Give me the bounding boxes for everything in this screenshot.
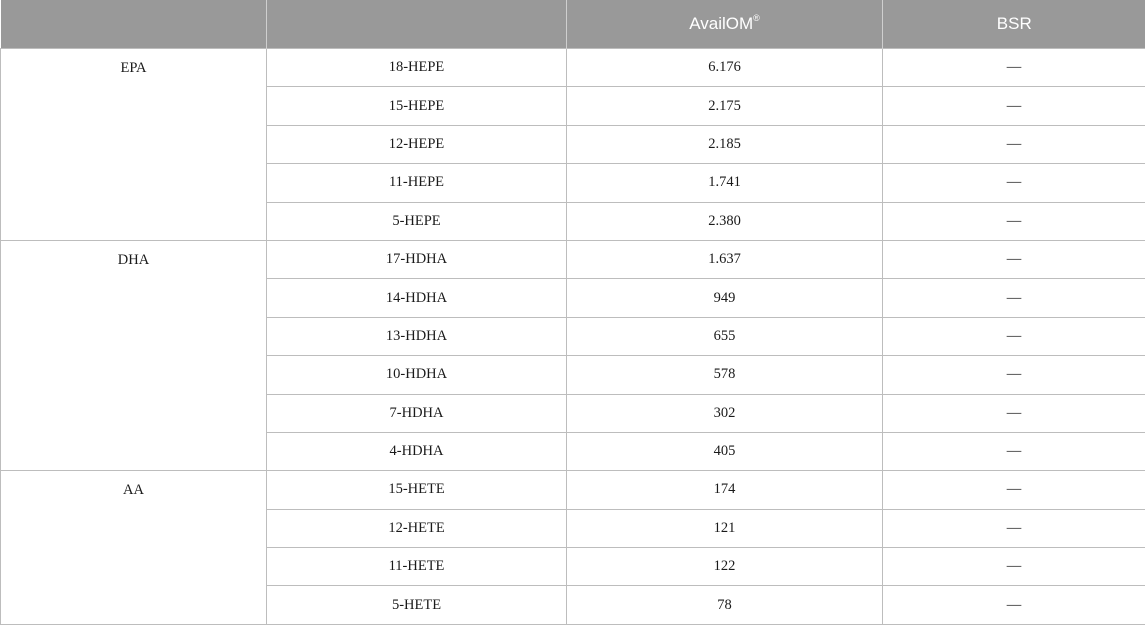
compound-cell: 15-HEPE (267, 87, 567, 125)
bsr-value-cell: — (883, 164, 1145, 202)
header-row (1, 0, 1145, 49)
compound-cell: 5-HEPE (267, 202, 567, 240)
compound-cell: 14-HDHA (267, 279, 567, 317)
bsr-value-cell: — (883, 240, 1145, 278)
bsr-value-cell: — (883, 548, 1145, 586)
bsr-value-cell: — (883, 509, 1145, 547)
compound-cell: 12-HETE (267, 509, 567, 547)
compound-cell: 7-HDHA (267, 394, 567, 432)
table-row (1, 49, 1145, 87)
compound-cell: 18-HEPE (267, 49, 567, 87)
table-body (1, 49, 1145, 625)
availom-value-cell: 1.741 (567, 164, 883, 202)
header-group-column (1, 0, 267, 49)
availom-value-cell: 2.380 (567, 202, 883, 240)
group-label-cell: AA (1, 471, 267, 625)
header-compound-column (267, 0, 567, 49)
availom-value-cell: 121 (567, 509, 883, 547)
availom-value-cell: 405 (567, 432, 883, 470)
table-row (1, 471, 1145, 509)
availom-value-cell: 2.185 (567, 125, 883, 163)
table-row (1, 240, 1145, 278)
header-availom-label: AvailOM (689, 14, 754, 33)
bsr-value-cell: — (883, 317, 1145, 355)
availom-value-cell: 302 (567, 394, 883, 432)
compound-cell: 11-HETE (267, 548, 567, 586)
bsr-value-cell: — (883, 125, 1145, 163)
availom-value-cell: 122 (567, 548, 883, 586)
availom-value-cell: 78 (567, 586, 883, 624)
header-bsr-column: BSR (883, 0, 1145, 49)
group-label-cell: DHA (1, 240, 267, 470)
bsr-value-cell: — (883, 394, 1145, 432)
compound-cell: 10-HDHA (267, 356, 567, 394)
bsr-value-cell: — (883, 471, 1145, 509)
bsr-value-cell: — (883, 586, 1145, 624)
bsr-value-cell: — (883, 356, 1145, 394)
compound-cell: 12-HEPE (267, 125, 567, 163)
compound-cell: 13-HDHA (267, 317, 567, 355)
bsr-value-cell: — (883, 87, 1145, 125)
bsr-value-cell: — (883, 432, 1145, 470)
availom-value-cell: 1.637 (567, 240, 883, 278)
availom-value-cell: 6.176 (567, 49, 883, 87)
bsr-value-cell: — (883, 279, 1145, 317)
availom-value-cell: 655 (567, 317, 883, 355)
availom-value-cell: 2.175 (567, 87, 883, 125)
availom-value-cell: 174 (567, 471, 883, 509)
compound-cell: 11-HEPE (267, 164, 567, 202)
availom-value-cell: 578 (567, 356, 883, 394)
availom-value-cell: 949 (567, 279, 883, 317)
table-header (1, 0, 1145, 49)
registered-mark: ® (753, 13, 760, 23)
compound-cell: 4-HDHA (267, 432, 567, 470)
bsr-value-cell: — (883, 49, 1145, 87)
header-availom-column (567, 0, 883, 49)
compound-cell: 5-HETE (267, 586, 567, 624)
compound-cell: 15-HETE (267, 471, 567, 509)
group-label-cell: EPA (1, 49, 267, 241)
compound-cell: 17-HDHA (267, 240, 567, 278)
bsr-value-cell: — (883, 202, 1145, 240)
